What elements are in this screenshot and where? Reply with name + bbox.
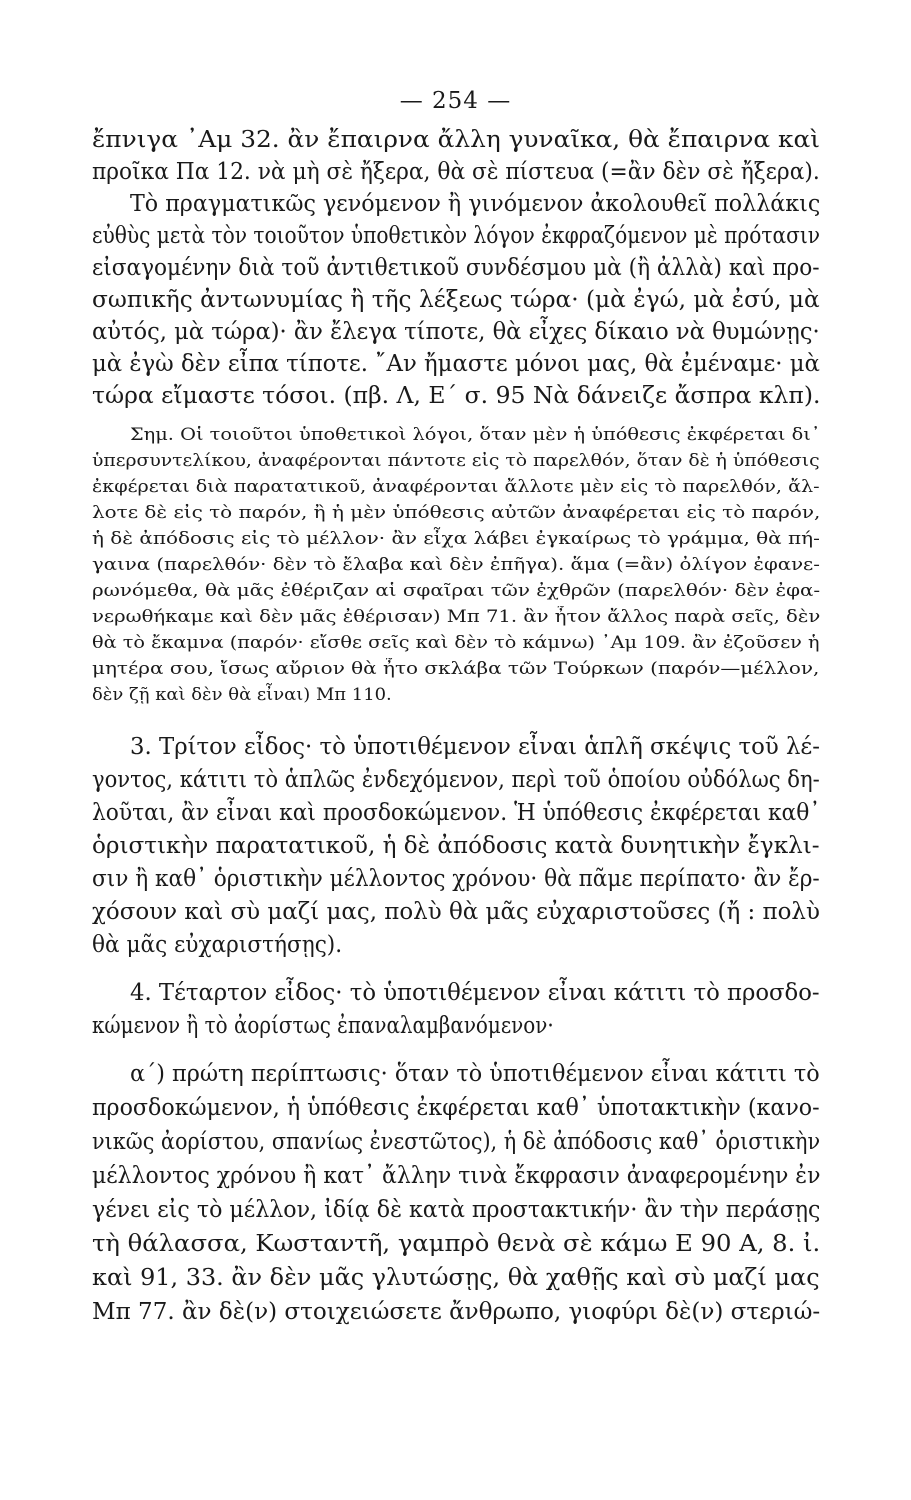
text-line: κώμενον ἢ τὸ ἀορίστως ἐπαναλαμβανόμενον· xyxy=(92,1013,554,1039)
text-line: αὐτός, μὰ τώρα)· ἂν ἔλεγα τίποτε, θὰ εἶχες δίκαιο νὰ θυμώνῃς· xyxy=(92,319,820,345)
note-line: ρωνόμεθα, θὰ μᾶς ἐθέριζαν αἱ σφαῖραι τῶν ἐχθρῶν (παρελθόν· δὲν ἐφα- xyxy=(92,581,821,600)
note-line: λοτε δὲ εἰς τὸ παρόν, ἢ ἡ μὲν ὑπόθεσις αὐτῶν ἀναφέρεται εἰς τὸ παρόν, xyxy=(92,503,821,522)
text-line: α΄) πρώτη περίπτωσις· ὅταν τὸ ὑποτιθέμενον εἶναι κάτιτι τὸ xyxy=(130,1061,820,1087)
text-line: νικῶς ἀορίστου, σπανίως ἐνεστῶτος), ἡ δὲ ἀπόδοσις καθ᾽ ὁριστικὴν xyxy=(92,1129,821,1155)
note-line: Σημ. Οἱ τοιοῦτοι ὑποθετικοὶ λόγοι, ὅταν μὲν ἡ ὑπόθεσις ἐκφέρεται δι᾽ xyxy=(130,425,821,444)
note-line: ἐκφέρεται διὰ παρατατικοῦ, ἀναφέρονται ἄλλοτε μὲν εἰς τὸ παρελθόν, ἄλ- xyxy=(92,477,820,496)
text-line: Τὸ πραγματικῶς γενόμενον ἢ γινόμενον ἀκολουθεῖ πολλάκις xyxy=(130,191,821,217)
text-line: ὁριστικὴν παρατατικοῦ, ἡ δὲ ἀπόδοσις κατὰ δυνητικὴν ἔγκλι- xyxy=(92,833,820,859)
note-line: μητέρα σου, ἴσως αὔριον θὰ ἦτο σκλάβα τῶν Τούρκων (παρόν—μέλλον, xyxy=(92,659,820,678)
text-line: μέλλοντος χρόνου ἢ κατ᾽ ἄλλην τινὰ ἔκφρασιν ἀναφερομένην ἐν xyxy=(92,1163,821,1189)
note-line: δὲν ζῇ καὶ δὲν θὰ εἶναι) Μπ 110. xyxy=(92,685,392,704)
text-line: τὴ θάλασσα, Κωσταντῆ, γαμπρὸ θενὰ σὲ κάμω Ε 90 Α, 8. ἰ. xyxy=(92,1231,821,1257)
note-line: ὑπερσυντελίκου, ἀναφέρονται πάντοτε εἰς τὸ παρελθόν, ὅταν δὲ ἡ ὑπόθεσις xyxy=(92,451,820,470)
text-line: τώρα εἴμαστε τόσοι. (πβ. Λ, Ε΄ σ. 95 Νὰ δάνειζε ἄσπρα κλπ). xyxy=(92,383,821,409)
note-line: γαινα (παρελθόν· δὲν τὸ ἔλαβα καὶ δὲν ἐπῆγα). ἅμα (=ἂν) ὀλίγον ἐφανε- xyxy=(92,555,820,574)
page-number: — 254 — xyxy=(399,88,512,114)
text-line: λοῦται, ἂν εἶναι καὶ προσδοκώμενον. Ἡ ὑπόθεσις ἐκφέρεται καθ᾽ xyxy=(92,800,821,826)
text-line: γένει εἰς τὸ μέλλον, ἰδίᾳ δὲ κατὰ προστακτικήν· ἂν τὴν περάσῃς xyxy=(92,1197,821,1223)
text-line: προῖκα Πα 12. νὰ μὴ σὲ ἤξερα, θὰ σὲ πίστευα (=ἂν δὲν σὲ ἤξερα). xyxy=(92,159,820,185)
text-line: 3. Τρίτον εἶδος· τὸ ὑποτιθέμενον εἶναι ἁπλῆ σκέψις τοῦ λέ- xyxy=(130,734,820,760)
text-line: εἰσαγομένην διὰ τοῦ ἀντιθετικοῦ συνδέσμου μὰ (ἢ ἀλλὰ) καὶ προ- xyxy=(92,255,820,281)
text-line: γοντος, κάτιτι τὸ ἁπλῶς ἐνδεχόμενον, περὶ τοῦ ὁποίου οὐδόλως δη- xyxy=(92,767,820,793)
text-line: καὶ 91, 33. ἂν δὲν μᾶς γλυτώσῃς, θὰ χαθῇς καὶ σὺ μαζί μας xyxy=(92,1265,820,1291)
text-line: μὰ ἐγὼ δὲν εἶπα τίποτε. ῎Αν ἤμαστε μόνοι μας, θὰ ἐμέναμε· μὰ xyxy=(92,351,820,377)
text-line: σωπικῆς ἀντωνυμίας ἢ τῆς λέξεως τώρα· (μὰ ἐγώ, μὰ ἐσύ, μὰ xyxy=(92,287,820,313)
text-line: ἔπνιγα ᾽Αμ 32. ἂν ἔπαιρνα ἄλλη γυναῖκα, θὰ ἔπαιρνα καὶ xyxy=(92,127,821,153)
text-line: εὐθὺς μετὰ τὸν τοιοῦτον ὑποθετικὸν λόγον ἐκφραζόμενον μὲ πρότασιν xyxy=(92,223,820,249)
text-line: Μπ 77. ἂν δὲ(ν) στοιχειώσετε ἄνθρωπο, γιοφύρι δὲ(ν) στεριώ- xyxy=(92,1299,821,1325)
note-line: θὰ τὸ ἔκαμνα (παρόν· εἴσθε σεῖς καὶ δὲν τὸ κάμνω) ᾽Αμ 109. ἂν ἐζοῦσεν ἡ xyxy=(92,633,820,652)
note-line: νερωθήκαμε καὶ δὲν μᾶς ἐθέρισαν) Μπ 71. ἂν ἦτον ἄλλος παρὰ σεῖς, δὲν xyxy=(92,607,821,626)
text-line: θὰ μᾶς εὐχαριστήσῃς). xyxy=(92,932,343,958)
text-line: σιν ἢ καθ᾽ ὁριστικὴν μέλλοντος χρόνου· θὰ πᾶμε περίπατο· ἂν ἔρ- xyxy=(92,866,820,892)
text-line: 4. Τέταρτον εἶδος· τὸ ὑποτιθέμενον εἶναι κάτιτι τὸ προσδο- xyxy=(130,980,820,1006)
note-line: ἡ δὲ ἀπόδοσις εἰς τὸ μέλλον· ἂν εἶχα λάβει ἐγκαίρως τὸ γράμμα, θὰ πή- xyxy=(92,529,820,548)
text-line: χόσουν καὶ σὺ μαζί μας, πολὺ θὰ μᾶς εὐχαριστοῦσες (ἤ : πολὺ xyxy=(92,899,820,925)
text-line: προσδοκώμενον, ἡ ὑπόθεσις ἐκφέρεται καθ᾽ ὑποτακτικὴν (κανο- xyxy=(92,1095,820,1121)
